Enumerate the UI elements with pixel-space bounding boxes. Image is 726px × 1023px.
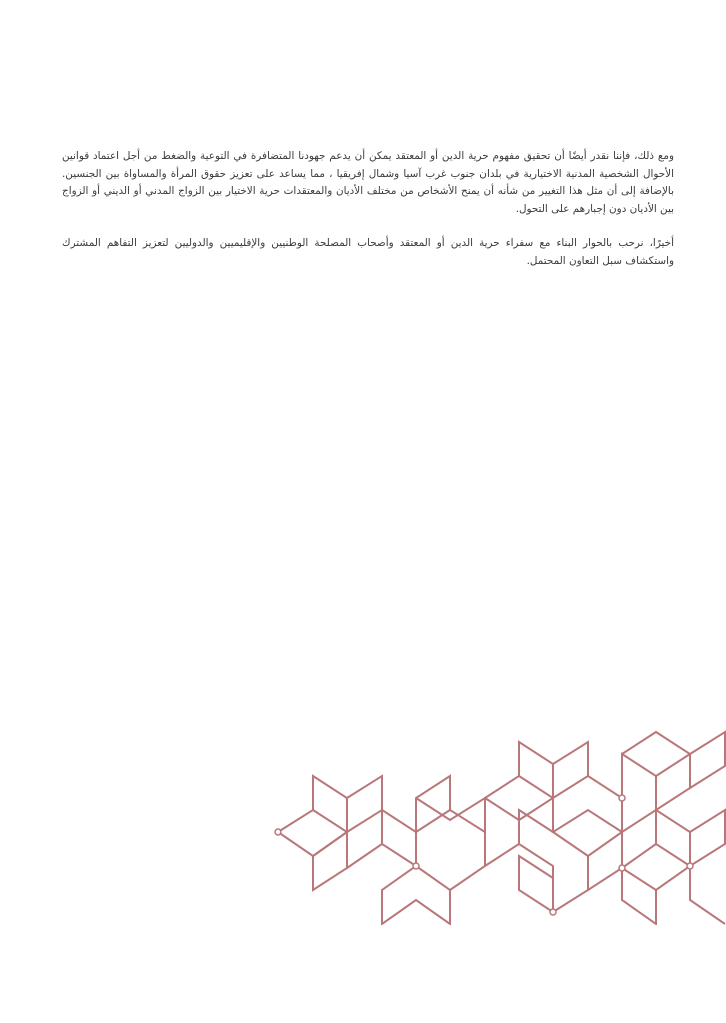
paragraph-2: أخيرًا، نرحب بالحوار البناء مع سفراء حرية الدين أو المعتقد وأصحاب المصلحة الوطنيين والإقليميين والدوليين لتعزيز التفاهم المشترك واستكشاف سبل التعاون المحتمل. [62, 237, 674, 267]
paragraph-1: ومع ذلك، فإننا نقدر أيضًا أن تحقيق مفهوم حرية الدين أو المعتقد يمكن أن يدعم جهودنا المتضافرة في التوعية والضغط من أجل اعتماد قوانين الأحوال الشخصية المدنية الاختيارية في بلدان جنوب غرب آسيا وشمال إفريقيا ، مما يساعد على تعزيز حقوق المرأة والمساواة بين الجنسين. بالإضافة إلى أن مثل هذا التغيير من شأنه أن يمنح الأشخاص من مختلف الأديان والمعتقدات حرية الاختيار بين الزواج المدني أو الديني أو الزواج بين الأديان دون إجبارهم على التحول. [62, 150, 674, 215]
geometric-lattice-icon [270, 725, 726, 925]
body-text [62, 148, 674, 288]
